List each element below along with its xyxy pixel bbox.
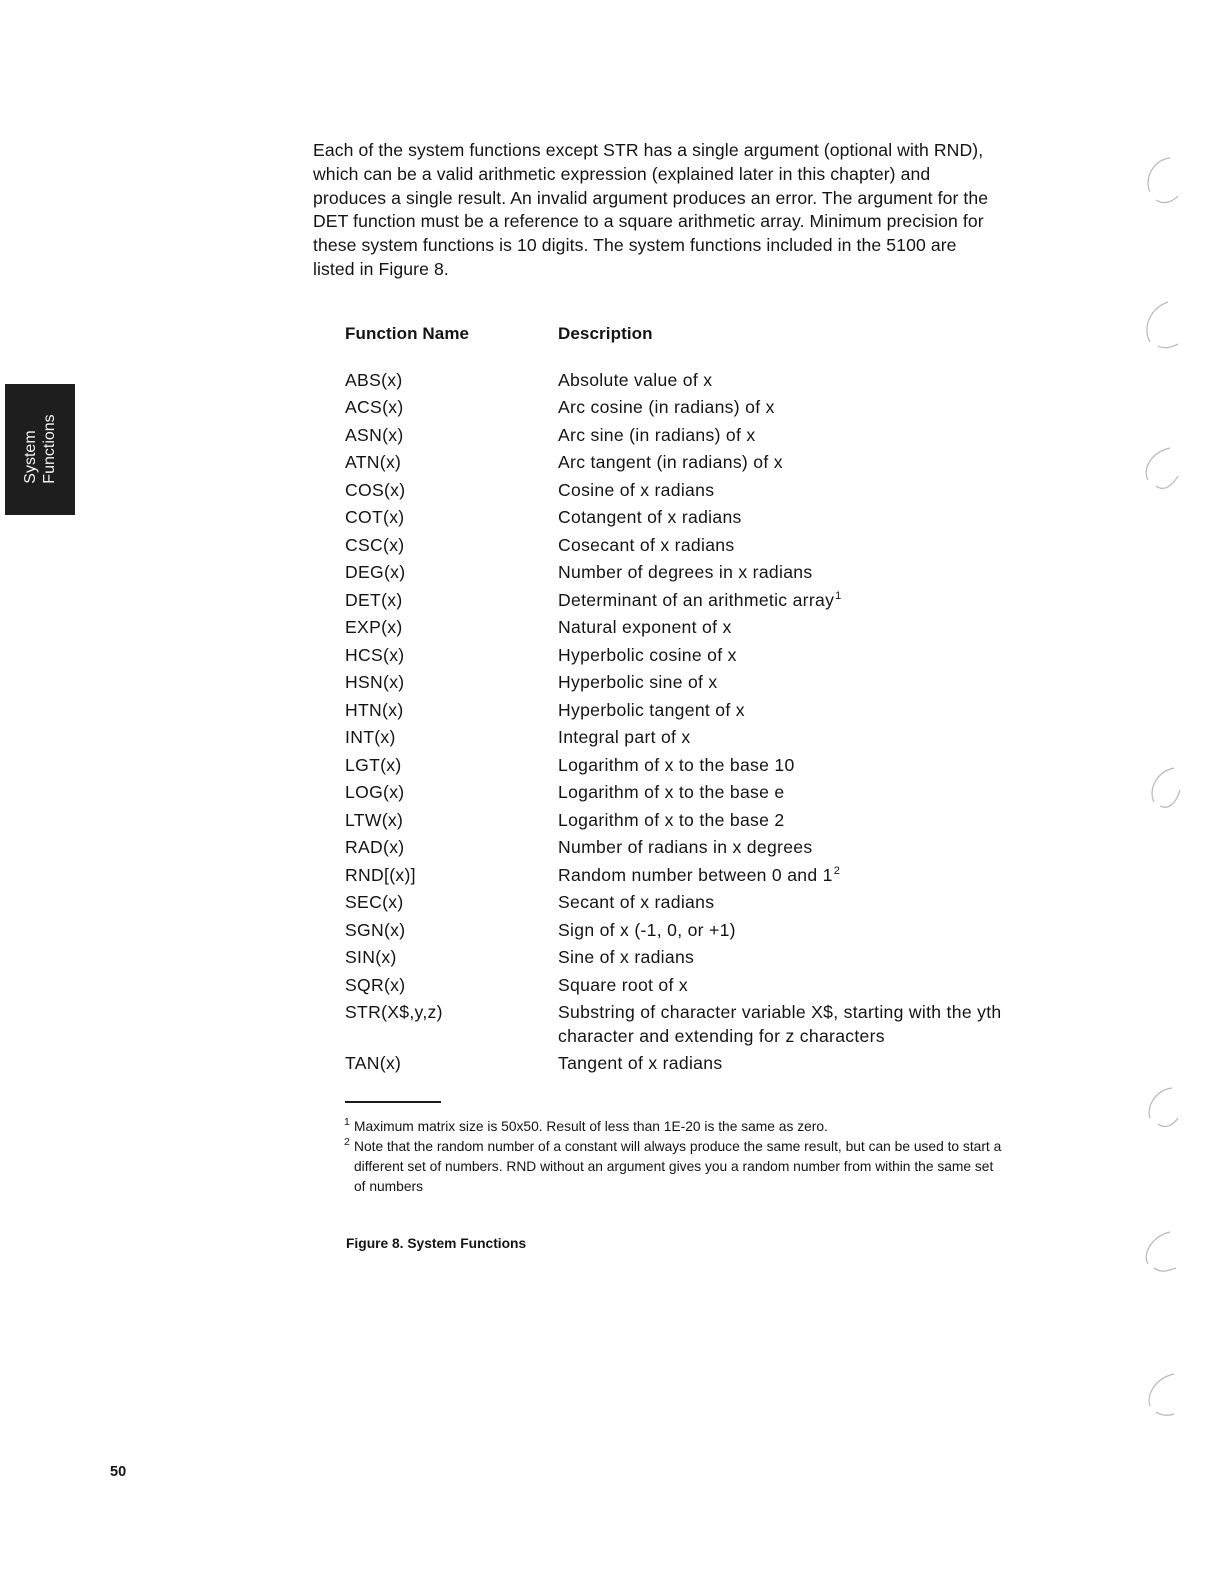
function-description-text: Number of radians in x degrees (558, 837, 813, 858)
function-description-cell (558, 616, 1005, 643)
footnote-reference: 2 (833, 864, 841, 877)
function-description-cell (558, 781, 1005, 808)
function-description-cell (558, 424, 1005, 451)
function-description-cell (558, 864, 1005, 891)
table-row (345, 424, 1005, 451)
function-name-cell: COT(x) (345, 507, 405, 528)
function-description-cell (558, 836, 1005, 863)
figure-caption: Figure 8. System Functions (346, 1236, 527, 1251)
footnotes (344, 1117, 1004, 1197)
function-description-text: Hyperbolic sine of x (558, 672, 718, 693)
table-row (345, 1001, 1005, 1052)
footnote-reference: 1 (835, 589, 842, 602)
function-description-cell (558, 946, 1005, 973)
table-row (345, 589, 1005, 616)
section-tab (5, 384, 75, 515)
section-tab-label (21, 414, 59, 483)
function-description-cell (558, 671, 1005, 698)
table-row (345, 671, 1005, 698)
function-name-cell: ASN(x) (345, 424, 404, 445)
function-name-cell: SGN(x) (345, 919, 406, 940)
section-tab-line-2: Functions (41, 414, 58, 484)
section-tab-line-1: System (22, 430, 39, 484)
footnote-1-text: Maximum matrix size is 50x50. Result of less than 1E-20 is the same as zero. (354, 1119, 828, 1134)
function-description-cell (558, 754, 1005, 781)
column-header-function-name: Function Name (345, 324, 470, 343)
function-description-cell (558, 974, 1005, 1001)
table-row (345, 451, 1005, 478)
function-description-text: Number of degrees in x radians (558, 562, 813, 583)
table-row (345, 396, 1005, 423)
function-description-text: Integral part of x (558, 727, 691, 748)
function-description-text: Tangent of x radians (558, 1053, 723, 1074)
function-description-text: Hyperbolic cosine of x (558, 644, 737, 665)
system-functions-table (345, 369, 1005, 1080)
function-description-cell (558, 919, 1005, 946)
function-name-cell: SIN(x) (345, 947, 397, 968)
table-row (345, 534, 1005, 561)
function-name-cell: TAN(x) (345, 1053, 402, 1074)
table-row (345, 644, 1005, 671)
footnote-2-text: Note that the random number of a constant will always produce the same result, but can be used to start a different set of numbers. RND without an argument gives you a random number from within the same set of numbers (354, 1139, 1002, 1194)
function-description-text: Logarithm of x to the base 2 (558, 809, 785, 830)
function-name-cell: RND[(x)] (345, 864, 416, 885)
table-row (345, 699, 1005, 726)
table-row (345, 479, 1005, 506)
function-name-cell: HTN(x) (345, 699, 404, 720)
function-description-text: Arc tangent (in radians) of x (558, 452, 783, 473)
table-row (345, 754, 1005, 781)
function-description-text: Secant of x radians (558, 892, 715, 913)
function-description-text: Substring of character variable X$, starting with the yth character and extending for z characters (558, 1002, 1002, 1046)
footnote-2 (344, 1137, 1004, 1197)
function-name-cell: DEG(x) (345, 562, 406, 583)
function-description-text: Logarithm of x to the base e (558, 782, 785, 803)
function-name-cell: ATN(x) (345, 452, 402, 473)
function-description-cell (558, 396, 1005, 423)
function-description-cell (558, 589, 1005, 616)
system-functions-table-body (345, 369, 1005, 1080)
function-description-cell (558, 699, 1005, 726)
table-row (345, 781, 1005, 808)
function-description-cell (558, 1001, 1005, 1052)
function-description-text: Cosine of x radians (558, 479, 715, 500)
function-name-cell: ABS(x) (345, 370, 403, 390)
function-description-cell (558, 1052, 1005, 1079)
function-description-text: Square root of x (558, 974, 688, 995)
page-number: 50 (110, 1464, 127, 1480)
column-header-description: Description (558, 324, 653, 343)
function-description-cell (558, 506, 1005, 533)
function-description-text: Cosecant of x radians (558, 534, 735, 555)
footnote-1 (344, 1117, 1004, 1137)
table-row (345, 561, 1005, 588)
function-description-cell (558, 891, 1005, 918)
function-name-cell: RAD(x) (345, 837, 405, 858)
function-name-cell: COS(x) (345, 479, 406, 500)
function-name-cell: SQR(x) (345, 974, 406, 995)
function-name-cell: INT(x) (345, 727, 396, 748)
table-row (345, 726, 1005, 753)
function-name-cell: EXP(x) (345, 617, 403, 638)
function-description-cell (558, 451, 1005, 478)
table-row (345, 946, 1005, 973)
function-name-cell: DET(x) (345, 589, 403, 610)
function-description-cell (558, 369, 1005, 396)
function-description-cell (558, 479, 1005, 506)
function-description-text: Logarithm of x to the base 10 (558, 754, 795, 775)
function-description-cell (558, 644, 1005, 671)
table-row (345, 974, 1005, 1001)
function-description-text: Sine of x radians (558, 947, 695, 968)
table-row (345, 616, 1005, 643)
table-row (345, 369, 1005, 396)
function-description-text: Random number between 0 and 1 (558, 864, 833, 885)
table-row (345, 809, 1005, 836)
table-row (345, 506, 1005, 533)
table-row (345, 891, 1005, 918)
table-row (345, 864, 1005, 891)
binder-hole-marks (1130, 150, 1200, 1430)
function-description-text: Natural exponent of x (558, 617, 732, 638)
function-name-cell: LGT(x) (345, 754, 402, 775)
function-name-cell: STR(X$,y,z) (345, 1002, 443, 1023)
function-description-text: Cotangent of x radians (558, 507, 742, 528)
function-description-text: Arc cosine (in radians) of x (558, 397, 775, 418)
function-name-cell: HCS(x) (345, 644, 405, 665)
function-name-cell: LOG(x) (345, 782, 405, 803)
intro-paragraph: Each of the system functions except STR has a single argument (optional with RND), which can be a valid arithmetic expression (explained later in this chapter) and produces a single result. An invalid argument produces an error. The argument for the DET function must be a reference to a square arithmetic array. Minimum precision for these system functions is 10 digits. The system functions included in the 5100 are listed in Figure 8. (313, 140, 989, 279)
function-description-text: Sign of x (-1, 0, or +1) (558, 919, 736, 940)
function-description-text: Hyperbolic tangent of x (558, 699, 745, 720)
function-name-cell: ACS(x) (345, 397, 404, 418)
footnote-divider (345, 1101, 441, 1103)
function-name-cell: LTW(x) (345, 809, 404, 830)
function-name-cell: CSC(x) (345, 534, 405, 555)
function-description-cell (558, 561, 1005, 588)
function-description-text: Arc sine (in radians) of x (558, 424, 756, 445)
footnote-2-mark: 2 (344, 1136, 350, 1148)
function-description-text: Absolute value of x (558, 370, 713, 390)
footnote-1-mark: 1 (344, 1116, 350, 1128)
function-description-cell (558, 534, 1005, 561)
table-row (345, 836, 1005, 863)
table-row (345, 1052, 1005, 1079)
table-row (345, 919, 1005, 946)
function-description-text: Determinant of an arithmetic array (558, 589, 835, 610)
function-name-cell: SEC(x) (345, 892, 404, 913)
function-name-cell: HSN(x) (345, 672, 405, 693)
function-description-cell (558, 726, 1005, 753)
function-description-cell (558, 809, 1005, 836)
